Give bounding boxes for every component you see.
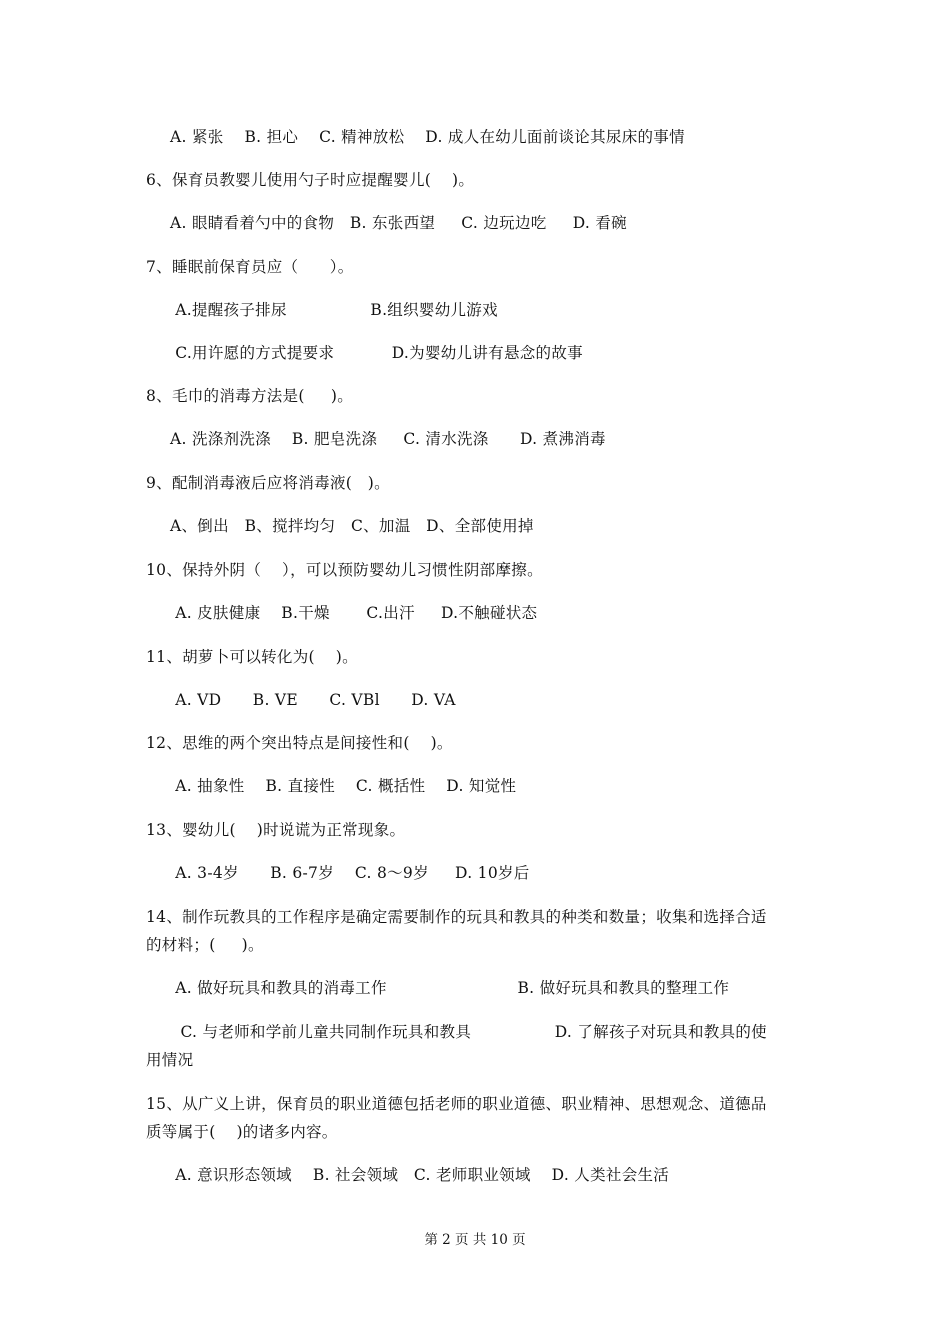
question-15-line-1: 15、从广义上讲，保育员的职业道德包括老师的职业道德、职业精神、思想观念、道德品 [146, 1095, 767, 1113]
question-15-line-2: 质等属于( )的诸多内容。 [146, 1123, 338, 1141]
question-14-line-2: 的材料；( )。 [146, 936, 264, 954]
option-line-q11: A. VD B. VE C. VBl D. VA [170, 691, 456, 709]
option-line-q12: A. 抽象性 B. 直接性 C. 概括性 D. 知觉性 [170, 777, 517, 795]
question-10: 10、保持外阴（ ），可以预防婴幼儿习惯性阴部摩擦。 [146, 561, 543, 579]
question-6: 6、保育员教婴儿使用勺子时应提醒婴儿( )。 [146, 171, 475, 189]
question-13: 13、婴幼儿( )时说谎为正常现象。 [146, 821, 406, 839]
question-12: 12、思维的两个突出特点是间接性和( )。 [146, 734, 453, 752]
option-line-q14-cd: C. 与老师和学前儿童共同制作玩具和教具 D. 了解孩子对玩具和教具的使 [170, 1023, 767, 1041]
option-line-q15: A. 意识形态领域 B. 社会领域 C. 老师职业领域 D. 人类社会生活 [170, 1166, 670, 1184]
option-line-q7-cd: C.用许愿的方式提要求 D.为婴幼儿讲有悬念的故事 [170, 344, 583, 362]
option-line-q8: A. 洗涤剂洗涤 B. 肥皂洗涤 C. 清水洗涤 D. 煮沸消毒 [170, 430, 606, 448]
option-line-q5: A. 紧张 B. 担心 C. 精神放松 D. 成人在幼儿面前谈论其尿床的事情 [170, 128, 685, 146]
page-number-footer: 第 2 页 共 10 页 [424, 1232, 526, 1248]
option-line-q14-cd-wrap: 用情况 [146, 1051, 194, 1069]
option-line-q10: A. 皮肤健康 B.干燥 C.出汗 D.不触碰状态 [170, 604, 538, 622]
option-line-q9: A、倒出 B、搅拌均匀 C、加温 D、全部使用掉 [170, 517, 534, 535]
question-11: 11、胡萝卜可以转化为( )。 [146, 648, 358, 666]
question-14-line-1: 14、制作玩教具的工作程序是确定需要制作的玩具和教具的种类和数量；收集和选择合适 [146, 908, 767, 926]
question-9: 9、配制消毒液后应将消毒液( )。 [146, 474, 390, 492]
option-line-q7-ab: A.提醒孩子排尿 B.组织婴幼儿游戏 [170, 301, 498, 319]
question-7: 7、睡眠前保育员应（ ）。 [146, 258, 354, 276]
option-line-q6: A. 眼睛看着勺中的食物 B. 东张西望 C. 边玩边吃 D. 看碗 [170, 214, 627, 232]
question-8: 8、毛巾的消毒方法是( )。 [146, 387, 353, 405]
option-line-q13: A. 3-4岁 B. 6-7岁 C. 8～9岁 D. 10岁后 [170, 864, 530, 882]
option-line-q14-ab: A. 做好玩具和教具的消毒工作 B. 做好玩具和教具的整理工作 [170, 979, 730, 997]
